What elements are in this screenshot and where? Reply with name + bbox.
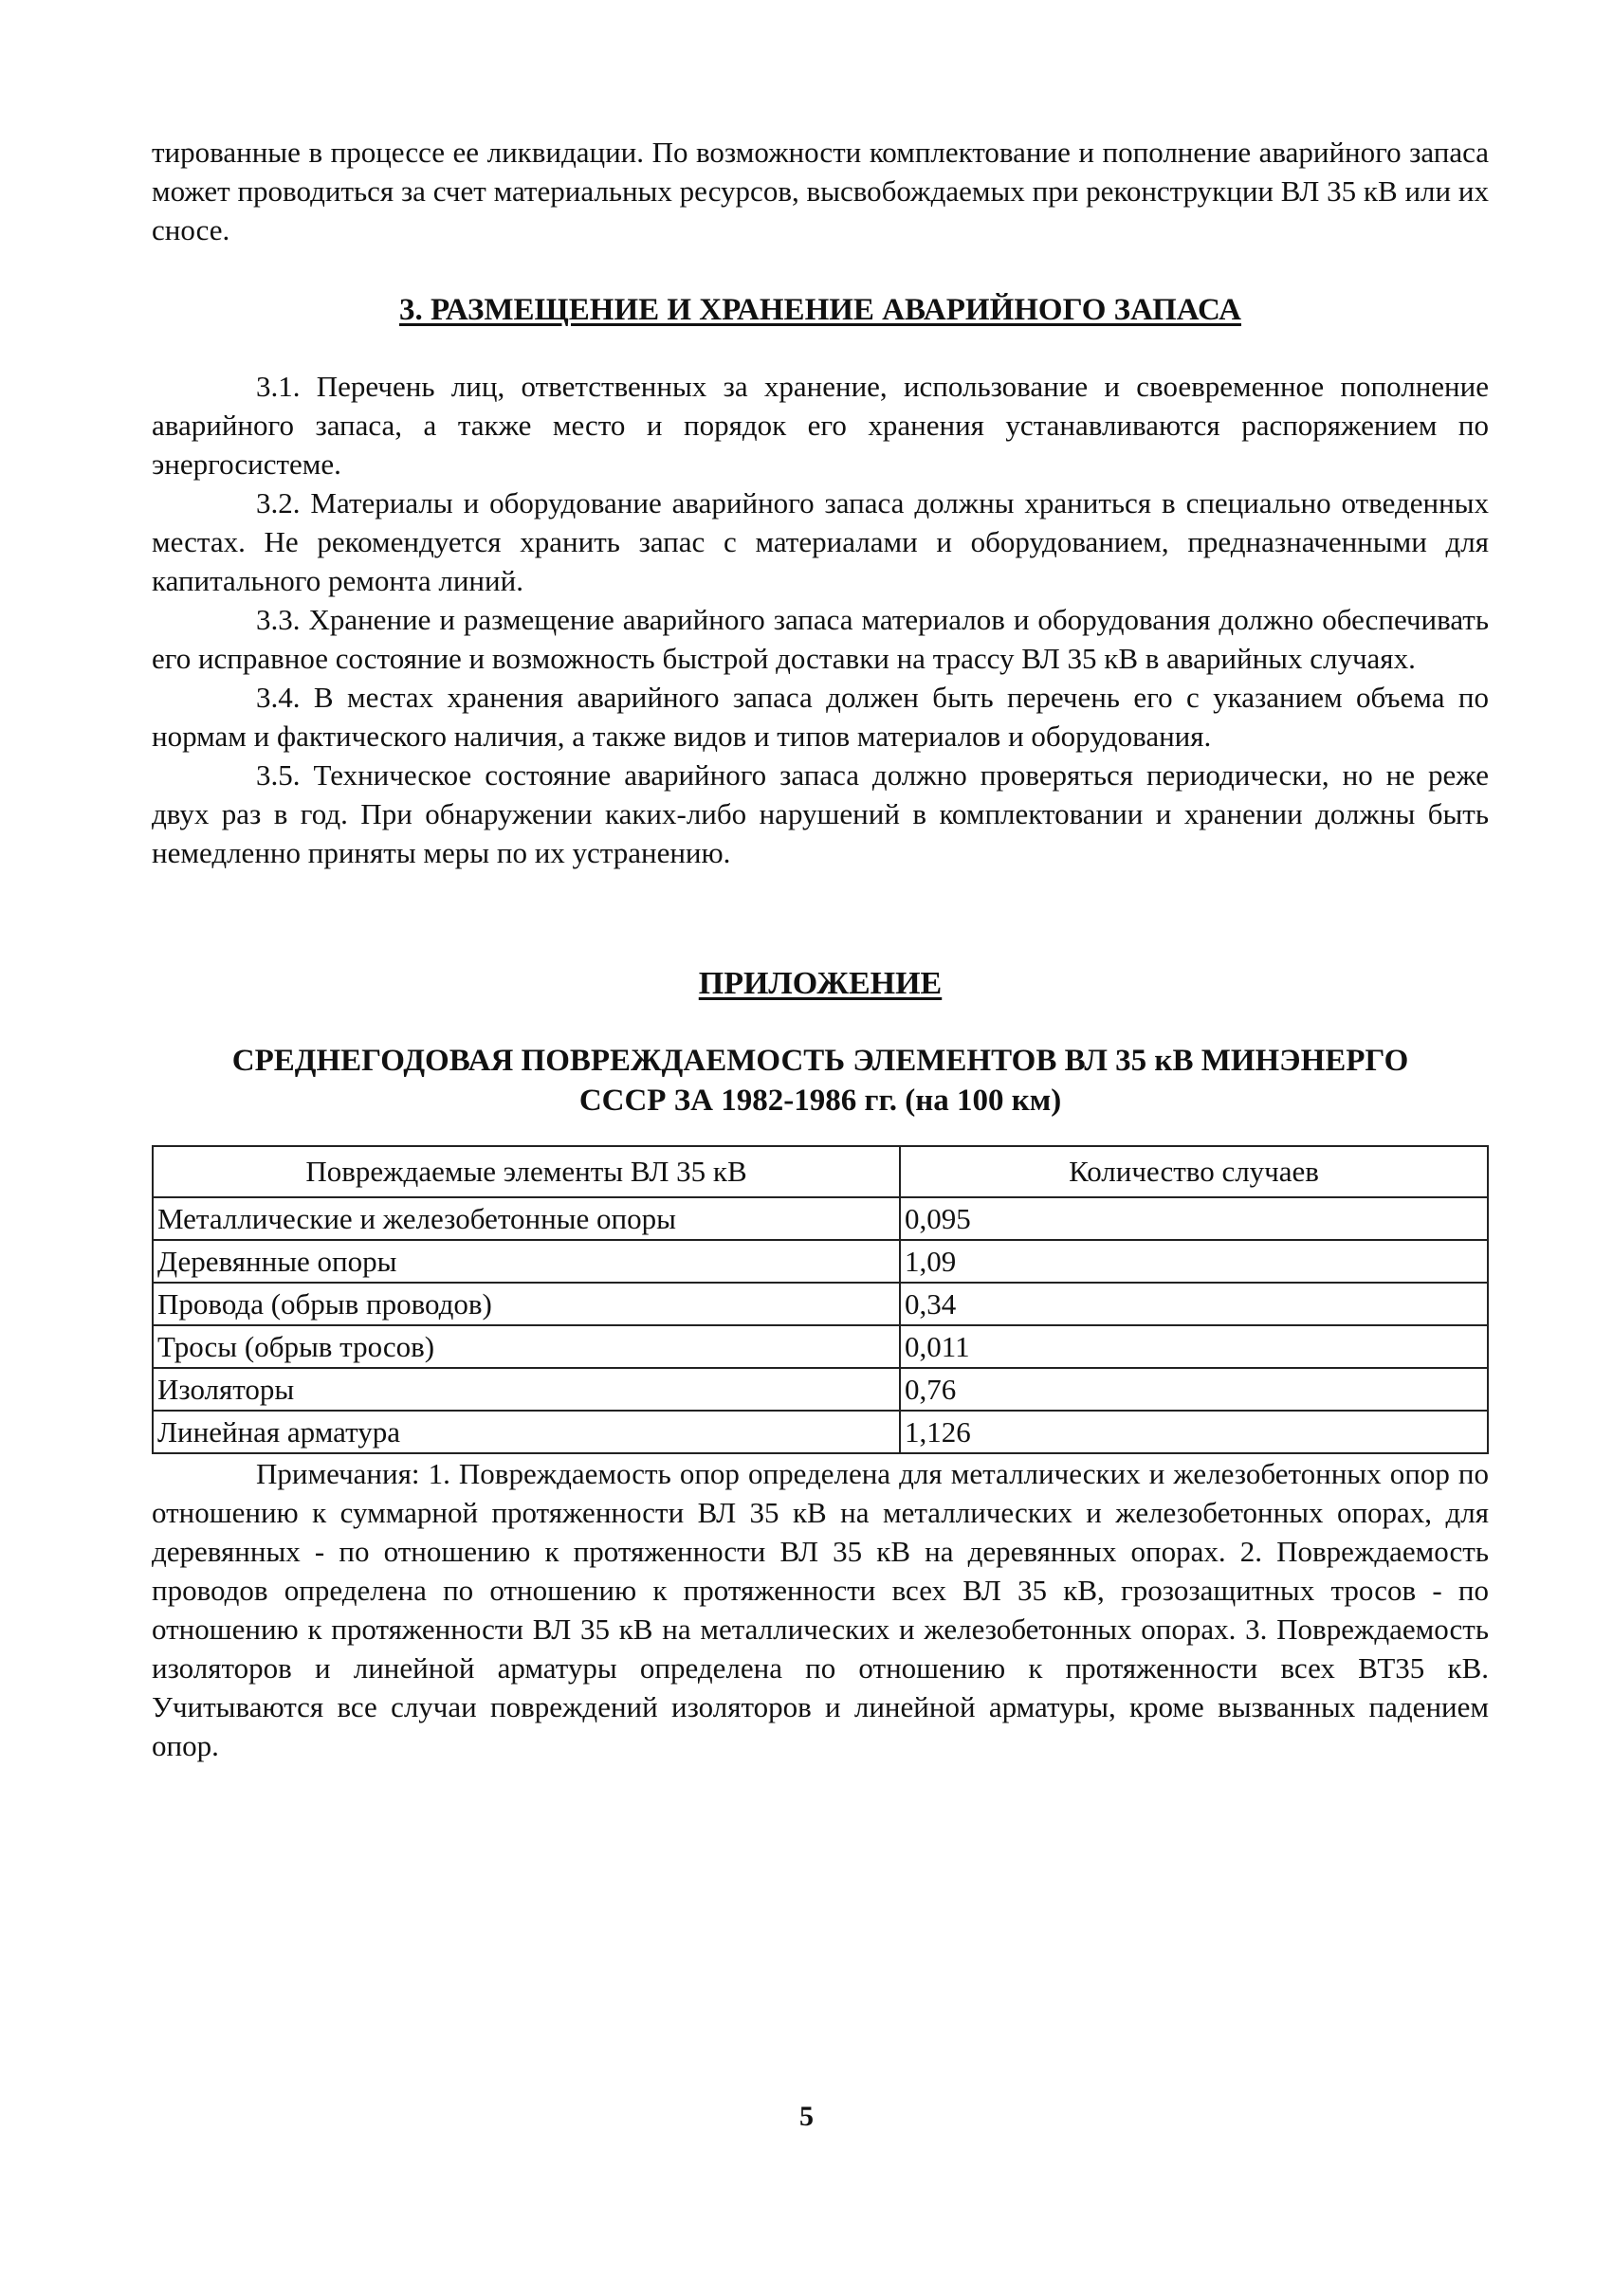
paragraph-3-2: 3.2. Материалы и оборудование аварийного запаса должны храниться в специально отведенных местах. Не рекомендуется хранить запас с материалами и оборудованием, предназначенными для капитального ремонта линий. bbox=[152, 486, 1489, 597]
appendix-heading: ПРИЛОЖЕНИЕ bbox=[698, 966, 943, 1001]
column-header-count: Количество случаев bbox=[900, 1146, 1488, 1197]
table-header-row bbox=[153, 1146, 1488, 1197]
count-cell: 0,34 bbox=[900, 1283, 1488, 1325]
count-cell: 1,09 bbox=[900, 1240, 1488, 1283]
element-cell: Линейная арматура bbox=[153, 1411, 900, 1453]
table-row bbox=[153, 1197, 1488, 1240]
table-row bbox=[153, 1368, 1488, 1411]
table-row bbox=[153, 1283, 1488, 1325]
paragraph-3-1: 3.1. Перечень лиц, ответственных за хранение, использование и своевременное пополнение аварийного запаса, а также место и порядок его хранения устанавливаются распоряжением по энергосистеме. bbox=[152, 370, 1489, 481]
element-cell: Провода (обрыв проводов) bbox=[153, 1283, 900, 1325]
table-title-line-2: СССР ЗА 1982-1986 гг. (на 100 км) bbox=[578, 1084, 1062, 1118]
element-cell: Деревянные опоры bbox=[153, 1240, 900, 1283]
page-number: 5 bbox=[799, 2101, 814, 2132]
table-row bbox=[153, 1325, 1488, 1368]
element-cell: Металлические и железобетонные опоры bbox=[153, 1197, 900, 1240]
count-cell: 0,76 bbox=[900, 1368, 1488, 1411]
paragraph-3-4: 3.4. В местах хранения аварийного запаса должен быть перечень его с указанием объема по нормам и фактического наличия, а также видов и типов материалов и оборудования. bbox=[152, 681, 1489, 753]
element-cell: Изоляторы bbox=[153, 1368, 900, 1411]
table-title-line-1: СРЕДНЕГОДОВАЯ ПОВРЕЖДАЕМОСТЬ ЭЛЕМЕНТОВ ВЛ 35 кВ МИНЭНЕРГО bbox=[231, 1044, 1409, 1078]
table-row bbox=[153, 1411, 1488, 1453]
table-notes: Примечания: 1. Повреждаемость опор определена для металлических и железобетонных опор по отношению к суммарной протяженности ВЛ 35 кВ на металлических и железобетонных опорах, для деревянных - по отношению к протяженности ВЛ 35 кВ на деревянных опорах. 2. Повреждаемость проводов определена по отношению к протяженности всех ВЛ 35 кВ, грозозащитных тросов - по отношению к протяженности ВЛ 35 кВ на металлических и железобетонных опорах. 3. Повреждаемость изоляторов и линейной арматуры определена по отношению к протяженности всех ВТ35 кВ. Учитываются все случаи повреждений изоляторов и линейной арматуры, кроме вызванных падением опор. bbox=[152, 1457, 1489, 1762]
damage-table bbox=[152, 1145, 1489, 1454]
table-title bbox=[152, 1041, 1489, 1121]
count-cell: 1,126 bbox=[900, 1411, 1488, 1453]
element-cell: Тросы (обрыв тросов) bbox=[153, 1325, 900, 1368]
count-cell: 0,095 bbox=[900, 1197, 1488, 1240]
paragraph-3-3: 3.3. Хранение и размещение аварийного запаса материалов и оборудования должно обеспечивать его исправное состояние и возможность быстрой доставки на трассу ВЛ 35 кВ в аварийных случаях. bbox=[152, 603, 1489, 675]
section-3-heading: 3. РАЗМЕЩЕНИЕ И ХРАНЕНИЕ АВАРИЙНОГО ЗАПАСА bbox=[399, 293, 1241, 327]
intro-paragraph: тированные в процессе ее ликвидации. По возможности комплектование и пополнение аварийного запаса может проводиться за счет материальных ресурсов, высвобождаемых при реконструкции ВЛ 35 кВ или их сносе. bbox=[152, 136, 1489, 246]
paragraph-3-5: 3.5. Техническое состояние аварийного запаса должно проверяться периодически, но не реже двух раз в год. При обнаружении каких-либо нарушений в комплектовании и хранении должны быть немедленно приняты меры по их устранению. bbox=[152, 758, 1489, 869]
count-cell: 0,011 bbox=[900, 1325, 1488, 1368]
table-row bbox=[153, 1240, 1488, 1283]
column-header-element: Повреждаемые элементы ВЛ 35 кВ bbox=[153, 1146, 900, 1197]
document-page bbox=[152, 133, 1489, 1765]
